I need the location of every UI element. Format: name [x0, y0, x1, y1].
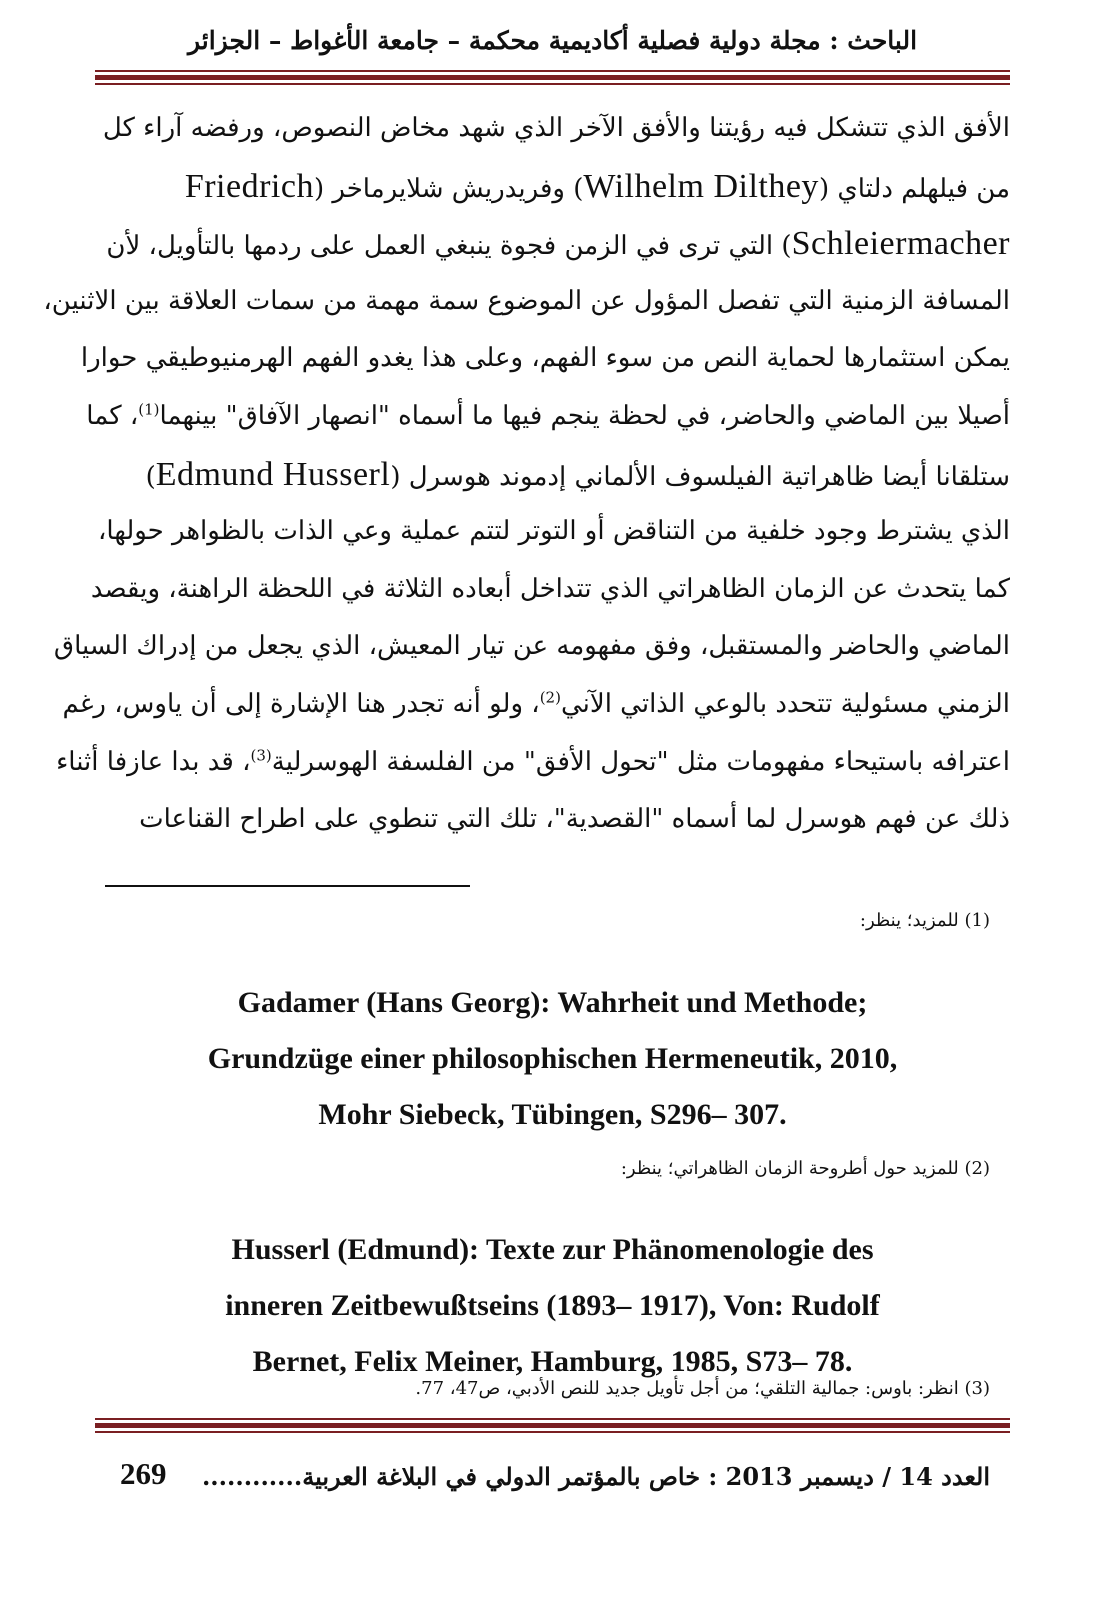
page-footer [120, 1456, 990, 1502]
body-line: ستلقانا أيضا ظاهراتية الفيلسوف الألماني إدموند هوسرل (Edmund Husserl) [145, 455, 1010, 493]
footer-rule-thick [95, 1423, 1010, 1428]
footer-rule-thin-lower [95, 1431, 1010, 1433]
footnote-1-label: (1) للمزيد؛ ينظر: [859, 910, 990, 931]
body-line: يمكن استثمارها لحماية النص من سوء الفهم، وعلى هذا يغدو الفهم الهرمنيوطيقي حوارا [80, 343, 1010, 374]
body-line: Schleiermacher) التي ترى في الزمن فجوة ينبغي العمل على ردمها بالتأويل، لأن [106, 225, 1010, 263]
body-line: الذي يشترط وجود خلفية من التناقض أو التوتر لتتم عملية وعي الذات بالظواهر حولها، [98, 516, 1010, 547]
footnote-separator [105, 885, 470, 887]
footnote-3-label: (3) انظر: باوس: جمالية التلقي؛ من أجل تأويل جديد للنص الأدبي، ص47، 77. [415, 1378, 990, 1399]
article-body [43, 100, 1010, 849]
footnote-marker: (1) [138, 400, 160, 419]
header-rule-thin [95, 70, 1010, 72]
body-line: الماضي والحاضر والمستقبل، وفق مفهومه عن تيار المعيش، الذي يجعل من إدراك السياق [53, 631, 1010, 662]
footnote-marker: (2) [539, 688, 561, 707]
header-rule-thick [95, 75, 1010, 80]
journal-header: الباحث : مجلة دولية فصلية أكاديمية محكمة – جامعة الأغواط – الجزائر [187, 26, 918, 55]
footer-rule-thin [95, 1418, 1010, 1420]
footnote-2-label: (2) للمزيد حول أطروحة الزمان الظاهراتي؛ ينظر: [620, 1158, 990, 1179]
body-line: أصيلا بين الماضي والحاضر، في لحظة ينجم فيها ما أسماه "انصهار الآفاق" بينهما$^{(1)}$، كما [86, 400, 1010, 431]
body-line: اعترافه باستيحاء مفهومات مثل "تحول الأفق" من الفلسفة الهوسرلية$^{(3)}$، قد بدا عازفا أثناء [56, 745, 1010, 777]
page-number: 269 [120, 1456, 167, 1491]
body-line: الأفق الذي تتشكل فيه رؤيتنا والأفق الآخر الذي شهد مخاض النصوص، ورفضه آراء كل [102, 113, 1010, 143]
header-rule-thin-lower [95, 83, 1010, 85]
body-line: كما يتحدث عن الزمان الظاهراتي الذي تتداخل أبعاده الثلاثة في اللحظة الراهنة، ويقصد [90, 573, 1010, 604]
body-line: من فيلهلم دلتاي (Wilhelm Dilthey) وفريدريش شلايرماخر (Friedrich [184, 167, 1010, 205]
body-line: الزمني مسئولية تتحدد بالوعي الذاتي الآني$^{(2)}$، ولو أنه تجدر هنا الإشارة إلى أن ياوس، رغم [62, 688, 1010, 719]
footnote-2-reference: Husserl (Edmund): Texte zur Phänomenologie des inneren Zeitbewußtseins (1893– 1917), Von: Rudolf Bernet, Felix Meiner, Hamburg, 1985, S73– 78. [225, 1233, 880, 1378]
footnote-marker: (3) [250, 745, 272, 764]
footnote-1-reference: Gadamer (Hans Georg): Wahrheit und Methode; Grundzüge einer philosophischen Hermeneutik, 2010, Mohr Siebeck, Tübingen, S296– 307. [207, 986, 898, 1131]
issue-info: العدد 14 / ديسمبر 2013 : خاص بالمؤتمر الدولي في البلاغة العربية............ [201, 1462, 990, 1491]
body-line: ذلك عن فهم هوسرل لما أسماه "القصدية"، تلك التي تنطوي على اطراح القناعات [139, 804, 1010, 835]
body-line: المسافة الزمنية التي تفصل المؤول عن الموضوع سمة مهمة من سمات العلاقة بين الاثنين، [43, 285, 1010, 316]
